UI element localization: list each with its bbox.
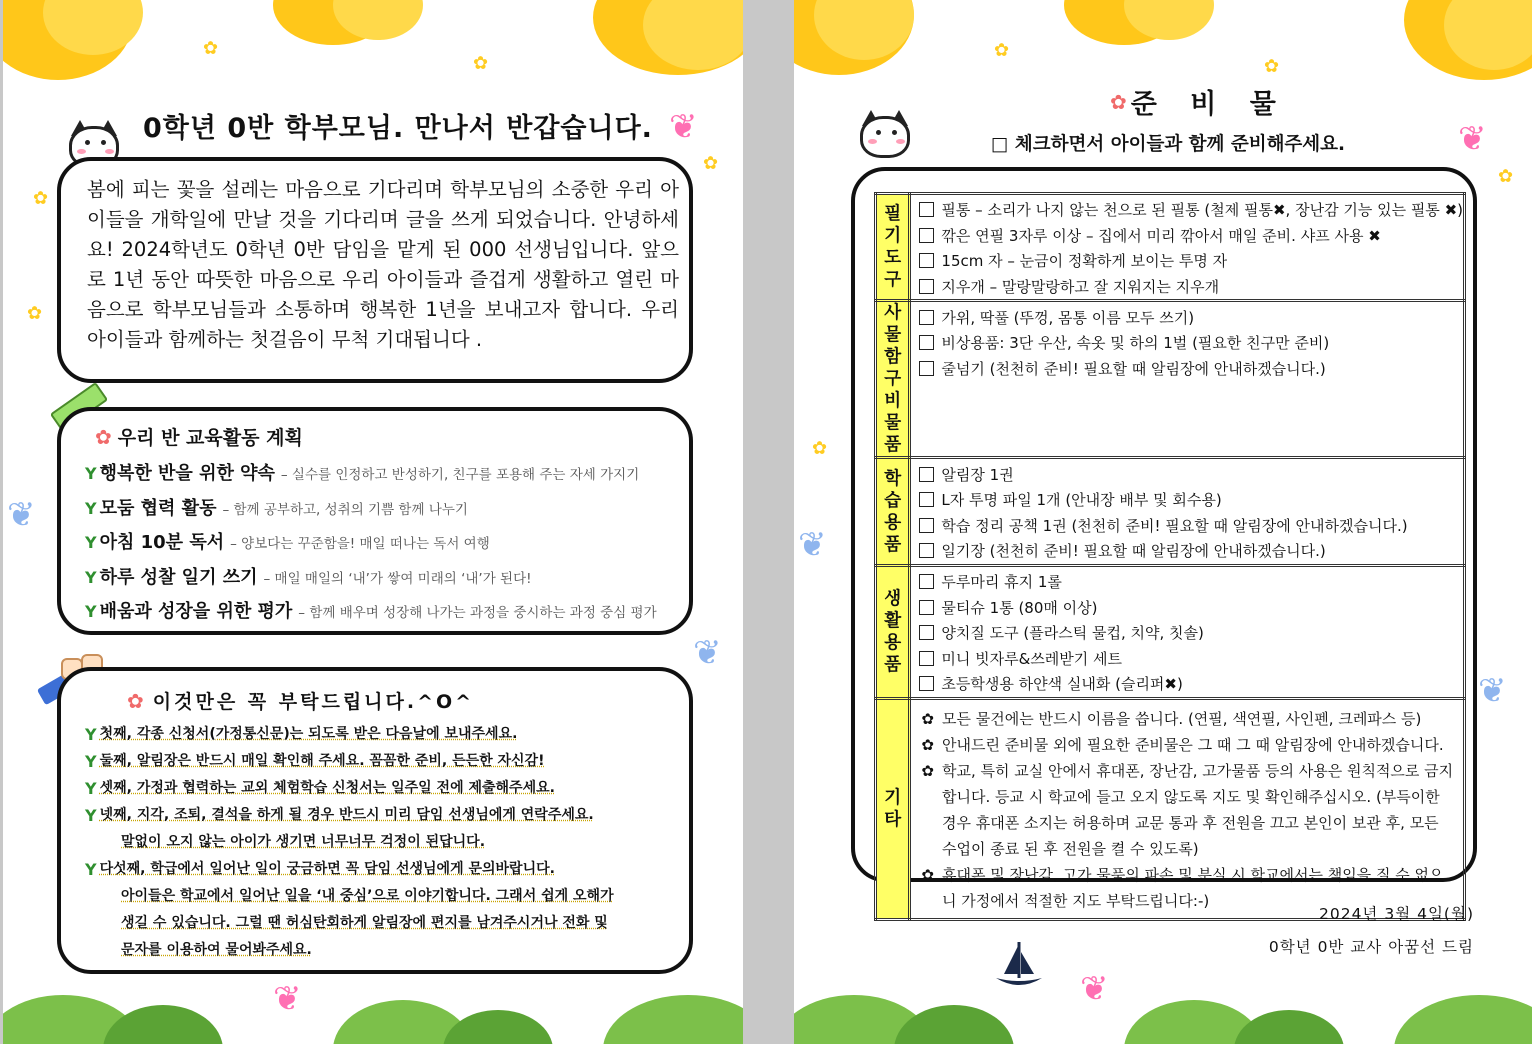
plan-item — [85, 494, 685, 529]
supply-item[interactable] — [919, 197, 1463, 223]
supply-item-label: 물티슈 1통 (80매 이상) — [941, 598, 1098, 617]
checkbox-icon[interactable] — [919, 492, 934, 507]
checkbox-icon[interactable] — [919, 543, 934, 558]
supplies-row-etc — [876, 698, 1465, 919]
supply-item-label: 줄넘기 (천천히 준비! 필요할 때 알림장에 안내하겠습니다.) — [941, 359, 1326, 378]
plan-item-desc: – 매일 매일의 ‘내’가 쌓여 미래의 ‘내’가 된다! — [263, 570, 532, 587]
sprout-icon: Y — [85, 779, 97, 798]
supplies-category: 기타 — [876, 698, 910, 919]
left-page: ✿ ✿ ✿ ✿ ✿ ❦ 0학년 0반 학부모님. 만나서 반갑습니다. 봄에 피는 꽃을 설레는 마음으로 기다리며 학부모님의 소중한 우리 아이들을 개학일에 만날 것을 기다리며 글을 쓰게 되었습니다. 안녕하세요! 2024학년도 0학년 0반 담임을 맡게 된 000 선생님입니다. 앞으로 1년 동안 따뜻한 마음으로 우리 아이들과 즐겁게 생활하고 열린 마음으로 학부모님들과 소통하며 행복한 1년을 보내고자 합니다. 우리 아이들과 함께하는 첫걸음이 무척 기대됩니다 . ❦ ✿ 우리 반 교육활동 계획 Y 행복한 반을 위한 약속 – 실수를 인정하고 반성하기, 친구를 포용해 주는 자세 가지기 Y 모둠 협력 활동 – 함께 공부하고, 성취의 기쁨 함께 나누기 Y 아침 10분 독서 – 양보다는 꾸준함을! 매일 떠나는 독서 여행 Y 하루 성찰 일기 쓰기 – 매일 매일의 ‘내’가 쌓여 미래의 ‘내’가 된다! Y 배움과 성장을 위한 평가 – 함께 배우며 성장해 나가는 과정을 중시하는 과정 중심 평가 ❦ ✿ 이것만은 꼭 부탁드립니다.^O^ Y 첫째, 각종 신청서(가정통신문)는 되도록 받은 다음날에 보내주세요. Y 둘째, 알림장은 반드시 매일 확인해 주세요. 꼼꼼한 준비, 든든한 자신감! Y 셋째, 가정과 협력하는 교외 체험학습 신청서는 일주일 전에 제출해주세요. Y 넷째, 지각, 조퇴, 결석을 하게 될 경우 반드시 미리 담임 선생님에게 연락주세요. 말없이 오지 않는 아이가 생기면 너무너무 걱정이 된답니다. Y 다섯째, 학급에서 일어난 일이 궁금하면 꼭 담임 선생님에게 문의바랍니다. 아이들은 학교에서 일어난 일을 ‘내 중심’으로 이야기합니다. 그래서 쉽게 오해가 생길 수 있습니다. 그럴 땐 허심탄회하게 알림장에 편지를 남겨주시거나 전화 및 문자를 이용하여 물어봐주세요. ❦ — [3, 0, 743, 1044]
supply-item-label: 15cm 자 – 눈금이 정확하게 보이는 투명 자 — [941, 252, 1228, 271]
butterfly-icon: ❦ — [693, 633, 722, 673]
supply-item[interactable] — [919, 356, 1463, 382]
supply-item-label: 필통 – 소리가 나지 않는 천으로 된 필통 (철제 필통✖, 장난감 기능 있는 필통 ✖) — [941, 201, 1463, 220]
plan-item-desc: – 함께 배우며 성장해 나가는 과정을 중시하는 과정 중심 평가 — [298, 605, 657, 621]
request-text-continued: 말없이 오지 않는 아이가 생기면 너무너무 걱정이 된답니다. — [121, 834, 486, 850]
butterfly-icon: ❦ — [798, 525, 827, 565]
plan-item-title: 하루 성찰 일기 쓰기 — [99, 566, 258, 588]
checkbox-icon[interactable] — [919, 518, 934, 533]
flower-bullet-icon: ✿ — [921, 709, 934, 728]
supply-item[interactable] — [919, 304, 1463, 330]
supply-item-label: 학습 정리 공책 1권 (천천히 준비! 필요할 때 알림장에 안내하겠습니다.) — [941, 516, 1408, 535]
supplies-title: ✿ 준 비 물 — [1110, 89, 1288, 120]
supplies-category: 사물함 구비 물품 — [876, 301, 910, 458]
checkbox-icon[interactable] — [919, 625, 934, 640]
sprout-icon: Y — [85, 498, 97, 518]
flower-bullet-icon: ✿ — [921, 735, 934, 754]
plan-item — [85, 528, 685, 563]
cat-character-icon — [854, 108, 916, 166]
supplies-subtitle: □ 체크하면서 아이들과 함께 준비해주세요. — [991, 134, 1346, 155]
checkbox-icon[interactable] — [919, 228, 934, 243]
supply-item-label: 깎은 연필 3자루 이상 – 집에서 미리 깎아서 매일 준비. 샤프 사용 ✖ — [941, 226, 1381, 245]
request-text: 다섯째, 학급에서 일어난 일이 궁금하면 꼭 담임 선생님에게 문의바랍니다. — [99, 861, 555, 877]
page-title: 0학년 0반 학부모님. 만나서 반갑습니다. — [143, 113, 653, 144]
right-page: ✿ ✿ ✿ ✿ ❦ ❦ ❦ ✿ 준 비 물 □ 체크하면서 아이들과 함께 준비해주세요. 필기 도구 필통 – 소리가 나지 않는 천으로 된 필통 (철제 필통✖, 장난감 기능 있는 필통 ✖) 깎은 연필 3자루 이상 – 집에서 미리 깎아서 매일 준비. 샤프 사용 ✖ 15cm 자 – 눈금이 정확하게 보이는 투명 자 지우개 – 말랑말랑하고 잘 지워지는 지우개 사물함 구비 물품 가위, 딱풀 (뚜껑, 몸통 이름 모두 쓰기) 비상용품: 3단 우산, 속옷 및 하의 1벌 (필요한 친구만 준비) 줄넘기 (천천히 준비! 필요할 때 알림장에 안내하겠습니다.) 학습 용품 알림장 1권 L자 투명 파일 1개 (안내장 배부 및 회수용) 학습 정리 공책 1권 (천천히 준비! 필요할 때 알림장에 안내하겠습니다.) 일기장 (천천히 준비! 필요할 때 알림장에 안내하겠습니다.) 생활 용품 두루마리 휴지 1롤 물티슈 1통 (80매 이상) 양치질 도구 (플라스틱 물컵, 치약, 칫솔) 미니 빗자루&쓰레받기 세트 초등학생용 하얀색 실내화 (슬리퍼✖) 기타 ✿ 모든 물건에는 반드시 이름을 씁니다. (연필, 색연필, 사인펜, 크레파스 등) ✿ 안내드린 준비물 외에 필요한 준비물은 그 때 그 때 알림장에 안내하겠습니다. ✿ 학교, 특히 교실 안에서 휴대폰, 장난감, 고가물품 등의 사용은 원칙적으로 금지합니다. 등교 시 학교에 들고 오지 않도록 지도 및 확인해주십시오. (부득이한 경우 휴대폰 소지는 허용하며 교문 통과 후 전원을 끄고 본인이 보관 후, 모든 수업이 종료 된 후 전원을 켤 수 있도록) ✿ 휴대폰 및 장난감, 고가 물품의 파손 및 분실 시 학교에서는 책임을 질 수 없으니 가정에서 적절한 지도 부탁드립니다:-) 2024년 3월 4일(월) 0학년 0반 교사 아꿈선 드림 ❦ — [794, 0, 1532, 1044]
flower-bullet-icon: ✿ — [921, 865, 934, 884]
supply-item[interactable] — [919, 487, 1463, 513]
request-list — [85, 721, 689, 964]
plan-heading: ✿ 우리 반 교육활동 계획 — [95, 424, 303, 449]
request-box — [57, 667, 693, 974]
etc-note-text: 휴대폰 및 장난감, 고가 물품의 파손 및 분실 시 학교에서는 책임을 질 수 없으니 가정에서 적절한 지도 부탁드립니다:-) — [941, 865, 1444, 910]
plan-item-desc: – 실수를 인정하고 반성하기, 친구를 포용해 주는 자세 가지기 — [280, 467, 640, 483]
etc-note-text: 안내드린 준비물 외에 필요한 준비물은 그 때 그 때 알림장에 안내하겠습니다. — [941, 735, 1444, 754]
request-item — [85, 802, 689, 829]
checkbox-icon[interactable] — [919, 202, 934, 217]
supply-item-label: 비상용품: 3단 우산, 속옷 및 하의 1벌 (필요한 친구만 준비) — [941, 334, 1330, 353]
supply-item-label: 초등학생용 하얀색 실내화 (슬리퍼✖) — [941, 675, 1183, 694]
supply-item[interactable] — [919, 594, 1463, 620]
request-text: 둘째, 알림장은 반드시 매일 확인해 주세요. 꼼꼼한 준비, 든든한 자신감! — [99, 753, 545, 769]
request-item — [85, 721, 689, 748]
supply-item-label: 지우개 – 말랑말랑하고 잘 지워지는 지우개 — [941, 278, 1220, 297]
supply-item-label: L자 투명 파일 1개 (안내장 배부 및 회수용) — [941, 491, 1222, 510]
checkbox-icon[interactable] — [919, 361, 934, 376]
plan-list — [85, 459, 685, 632]
supplies-items-cell — [910, 194, 1465, 301]
sprout-icon: Y — [85, 752, 97, 771]
supply-item[interactable] — [919, 513, 1463, 539]
sprout-icon: Y — [85, 602, 97, 621]
supply-item[interactable] — [919, 646, 1463, 672]
letter-signature: 0학년 0반 교사 아꿈선 드림 — [1268, 938, 1474, 956]
supplies-items-cell — [910, 565, 1465, 698]
checkbox-icon[interactable] — [919, 467, 934, 482]
request-text-continued: 생길 수 있습니다. 그럴 땐 허심탄회하게 알림장에 편지를 남겨주시거나 전화 및 — [121, 915, 608, 931]
supplies-table — [874, 192, 1466, 921]
supply-item[interactable] — [919, 461, 1463, 487]
plan-item — [85, 459, 685, 494]
supply-item-label: 미니 빗자루&쓰레받기 세트 — [941, 649, 1123, 668]
plan-item-desc: – 함께 공부하고, 성취의 기쁨 함께 나누기 — [222, 501, 468, 518]
request-item — [85, 856, 689, 883]
supply-item[interactable] — [919, 671, 1463, 697]
checkbox-icon[interactable] — [919, 676, 934, 691]
etc-note-text: 모든 물건에는 반드시 이름을 씁니다. (연필, 색연필, 사인펜, 크레파스 등) — [941, 709, 1422, 728]
supply-item[interactable] — [919, 274, 1463, 300]
etc-note-text: 학교, 특히 교실 안에서 휴대폰, 장난감, 고가물품 등의 사용은 원칙적으로 금지합니다. 등교 시 학교에 들고 오지 않도록 지도 및 확인해주십시오. (부득이한 경우 휴대폰 소지는 허용하며 교문 통과 후 전원을 끄고 본인이 보관 후, 모든 수업이 종료 된 후 전원을 켤 수 있도록) — [941, 761, 1454, 858]
supplies-row — [876, 194, 1465, 301]
supply-item[interactable] — [919, 248, 1463, 274]
etc-note — [921, 706, 1457, 732]
greeting-text: 봄에 피는 꽃을 설레는 마음으로 기다리며 학부모님의 소중한 우리 아이들을 개학일에 만날 것을 기다리며 글을 쓰게 되었습니다. 안녕하세요! 2024학년도 0학년 0반 담임을 맡게 된 000 선생님입니다. 앞으로 1년 동안 따뜻한 마음으로 우리 아이들과 즐겁게 생활하고 열린 마음으로 학부모님들과 소통하며 행복한 1년을 보내고자 합니다. 우리 아이들과 함께하는 첫걸음이 무척 기대됩니다 . — [87, 178, 679, 351]
request-item — [85, 748, 689, 775]
etc-notes-cell — [910, 698, 1465, 919]
supply-item-label: 양치질 도구 (플라스틱 물컵, 치약, 칫솔) — [941, 624, 1204, 643]
checkbox-icon[interactable] — [919, 253, 934, 268]
request-text-continued: 아이들은 학교에서 일어난 일을 ‘내 중심’으로 이야기합니다. 그래서 쉽게 오해가 — [121, 888, 614, 904]
checkbox-icon[interactable] — [919, 574, 934, 589]
sprout-icon: Y — [85, 533, 97, 552]
supply-item-label: 가위, 딱풀 (뚜껑, 몸통 이름 모두 쓰기) — [941, 308, 1195, 327]
etc-note — [921, 758, 1457, 862]
butterfly-icon: ❦ — [1478, 671, 1507, 711]
supplies-category: 생활 용품 — [876, 565, 910, 698]
butterfly-icon: ❦ — [7, 495, 36, 535]
supplies-row — [876, 458, 1465, 565]
checkbox-icon[interactable] — [919, 310, 934, 325]
boat-logo-icon — [992, 938, 1046, 992]
supplies-row — [876, 301, 1465, 458]
checkbox-icon[interactable] — [919, 335, 934, 350]
supply-item-label: 일기장 (천천히 준비! 필요할 때 알림장에 안내하겠습니다.) — [941, 542, 1326, 561]
request-text: 넷째, 지각, 조퇴, 결석을 하게 될 경우 반드시 미리 담임 선생님에게 연락주세요. — [99, 807, 594, 823]
plan-item-desc: – 양보다는 꾸준함을! 매일 떠나는 독서 여행 — [230, 536, 490, 552]
flower-icon: ✿ — [127, 688, 147, 713]
butterfly-icon: ❦ — [669, 107, 698, 147]
sprout-icon: Y — [85, 725, 97, 744]
request-text: 셋째, 가정과 협력하는 교외 체험학습 신청서는 일주일 전에 제출해주세요. — [99, 780, 555, 796]
supplies-category: 필기 도구 — [876, 194, 910, 301]
request-heading: ✿ 이것만은 꼭 부탁드립니다.^O^ — [127, 688, 475, 713]
supplies-category: 학습 용품 — [876, 458, 910, 565]
plan-item-title: 배움과 성장을 위한 평가 — [99, 601, 293, 622]
sprout-icon: Y — [85, 464, 97, 483]
flower-bullet-icon: ✿ — [921, 761, 934, 780]
sprout-icon: Y — [85, 567, 97, 587]
etc-note — [921, 732, 1457, 758]
supply-item[interactable] — [919, 223, 1463, 249]
plan-item — [85, 563, 685, 598]
plan-item-title: 모둠 협력 활동 — [99, 497, 217, 519]
plan-item-title: 아침 10분 독서 — [99, 532, 225, 553]
checkbox-icon[interactable] — [919, 279, 934, 294]
supply-item[interactable] — [919, 330, 1463, 356]
flower-icon: ✿ — [95, 424, 112, 449]
checkbox-icon[interactable] — [919, 600, 934, 615]
sprout-icon: Y — [85, 860, 97, 879]
request-text-continued: 문자를 이용하여 물어봐주세요. — [121, 942, 312, 958]
plan-item — [85, 597, 685, 632]
flower-icon: ✿ — [1110, 89, 1127, 114]
supply-item[interactable] — [919, 569, 1463, 595]
letter-date: 2024년 3월 4일(월) — [1318, 905, 1474, 923]
supplies-row — [876, 565, 1465, 698]
greeting-box — [57, 157, 693, 383]
plan-item-title: 행복한 반을 위한 약속 — [99, 463, 275, 484]
checkbox-icon[interactable] — [919, 651, 934, 666]
supplies-items-cell — [910, 458, 1465, 565]
request-item — [85, 775, 689, 802]
education-plan-box — [57, 407, 693, 635]
supply-item-label: 알림장 1권 — [941, 465, 1014, 484]
request-text: 첫째, 각종 신청서(가정통신문)는 되도록 받은 다음날에 보내주세요. — [99, 726, 518, 742]
supply-item-label: 두루마리 휴지 1롤 — [941, 573, 1062, 592]
butterfly-icon: ❦ — [1458, 119, 1487, 159]
sprout-icon: Y — [85, 806, 97, 825]
supply-item[interactable] — [919, 620, 1463, 646]
supplies-items-cell — [910, 301, 1465, 458]
supply-item[interactable] — [919, 538, 1463, 564]
